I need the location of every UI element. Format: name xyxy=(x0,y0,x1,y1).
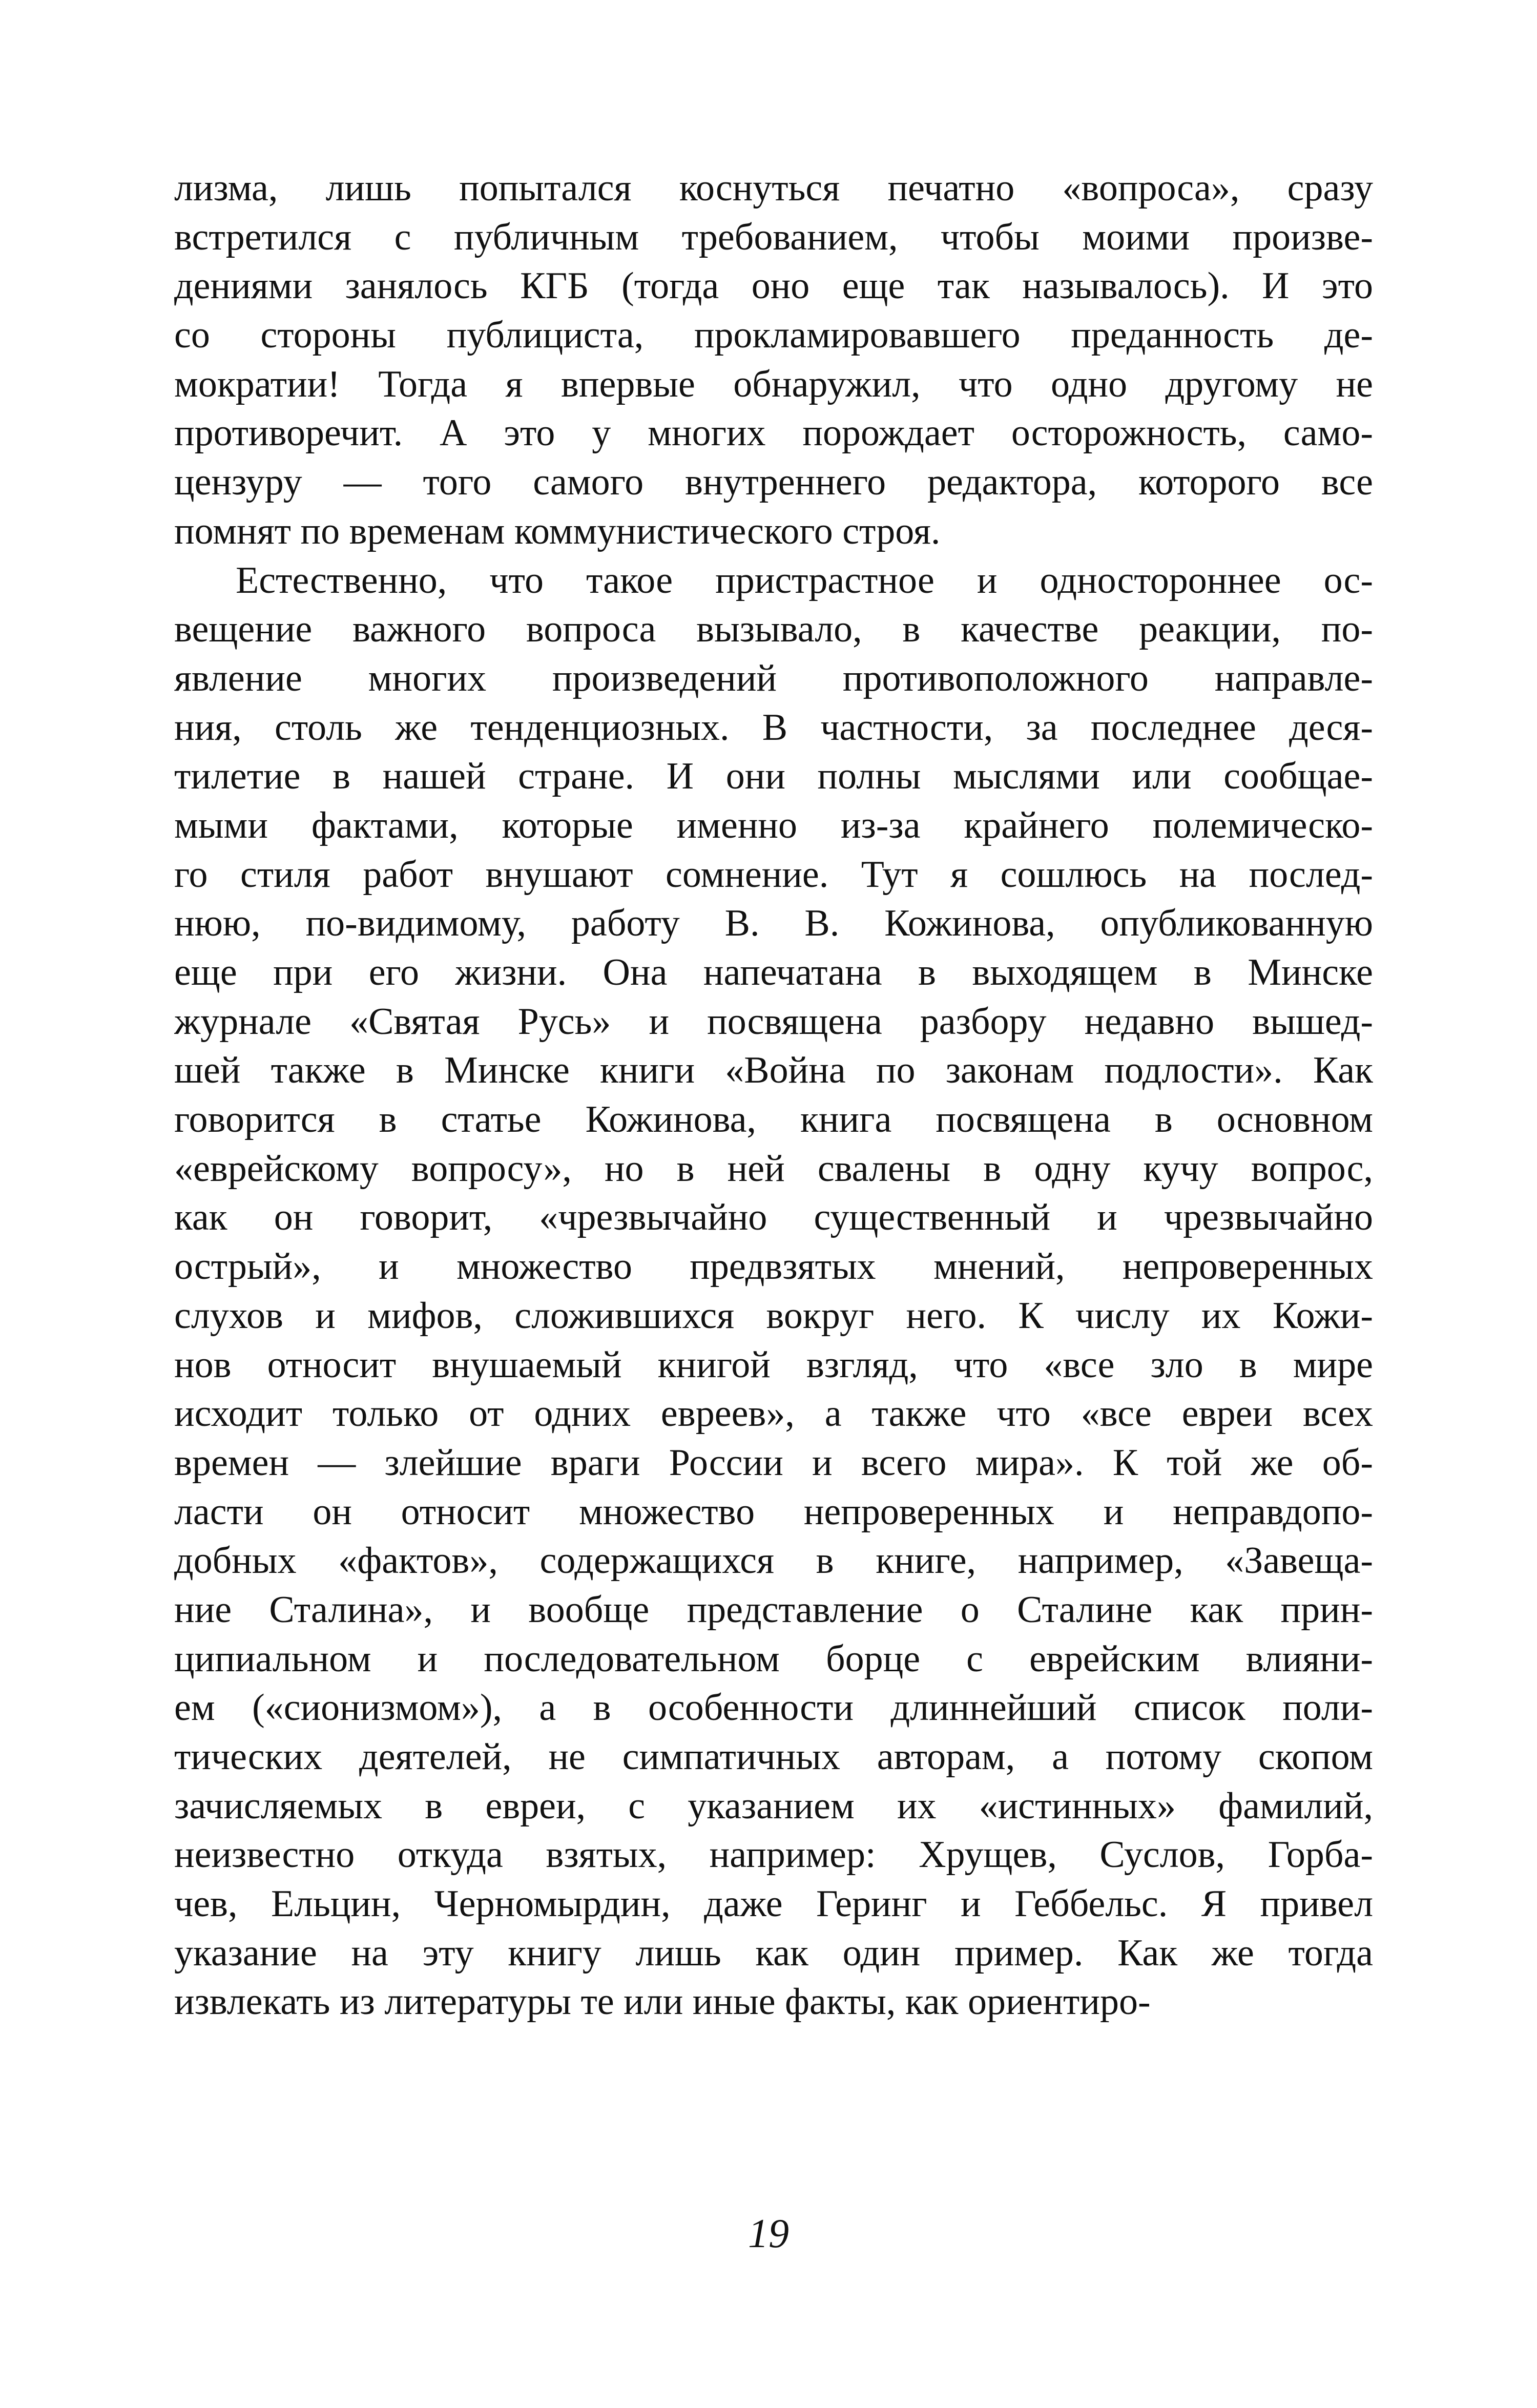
text-line: нюю, по-видимому, работу В. В. Кожинова, опубликованную xyxy=(174,902,1373,945)
text-line: говорится в статье Кожинова, книга посвящена в основном xyxy=(174,1098,1373,1141)
text-line: «еврейскому вопросу», но в ней свалены в одну кучу вопрос, xyxy=(174,1147,1373,1190)
text-line: ние Сталина», и вообще представление о Сталине как прин- xyxy=(174,1588,1373,1631)
text-line: еще при его жизни. Она напечатана в выходящем в Минске xyxy=(174,951,1373,993)
text-line: ципиальном и последовательном борце с еврейским влияни- xyxy=(174,1637,1373,1680)
text-line: мократии! Тогда я впервые обнаружил, что одно другому не xyxy=(174,363,1373,405)
paragraph-1 xyxy=(174,164,1373,556)
text-line: мыми фактами, которые именно из-за крайнего полемическо- xyxy=(174,804,1373,846)
text-line: слухов и мифов, сложившихся вокруг него. К числу их Кожи- xyxy=(174,1294,1373,1337)
text-line: противоречит. А это у многих порождает осторожность, само- xyxy=(174,412,1373,454)
text-line: острый», и множество предвзятых мнений, непроверенных xyxy=(174,1245,1373,1288)
body-text xyxy=(174,164,1373,2027)
text-line: неизвестно откуда взятых, например: Хрущев, Суслов, Горба- xyxy=(174,1834,1373,1876)
text-line: Естественно, что такое пристрастное и одностороннее ос- xyxy=(236,559,1373,601)
text-line: нов относит внушаемый книгой взгляд, что «все зло в мире xyxy=(174,1343,1373,1386)
paragraph-2 xyxy=(174,556,1373,2027)
text-line: исходит только от одних евреев», а также что «все евреи всех xyxy=(174,1393,1373,1435)
text-line: встретился с публичным требованием, чтобы моими произве- xyxy=(174,216,1373,258)
text-line: чев, Ельцин, Черномырдин, даже Геринг и Геббельс. Я привел xyxy=(174,1883,1373,1925)
text-line: журнале «Святая Русь» и посвящена разбору недавно вышед- xyxy=(174,1000,1373,1043)
text-line: ласти он относит множество непроверенных и неправдопо- xyxy=(174,1490,1373,1533)
text-line: тилетие в нашей стране. И они полны мыслями или сообщае- xyxy=(174,755,1373,798)
text-line: извлекать из литературы те или иные факты, как ориентиро- xyxy=(174,1981,1151,2023)
text-line: времен — злейшие враги России и всего мира». К той же об- xyxy=(174,1441,1373,1484)
text-line: дениями занялось КГБ (тогда оно еще так называлось). И это xyxy=(174,265,1373,307)
text-line: зачисляемых в евреи, с указанием их «истинных» фамилий, xyxy=(174,1784,1373,1827)
text-line: помнят по временам коммунистического строя. xyxy=(174,510,941,552)
text-line: шей также в Минске книги «Война по законам подлости». Как xyxy=(174,1049,1373,1092)
text-line: го стиля работ внушают сомнение. Тут я сошлюсь на послед- xyxy=(174,853,1373,896)
text-line: лизма, лишь попытался коснуться печатно «вопроса», сразу xyxy=(174,167,1373,209)
text-line: со стороны публициста, прокламировавшего преданность де- xyxy=(174,314,1373,357)
text-line: добных «фактов», содержащихся в книге, например, «Завеща- xyxy=(174,1540,1373,1582)
text-line: указание на эту книгу лишь как один пример. Как же тогда xyxy=(174,1932,1373,1974)
text-line: вещение важного вопроса вызывало, в качестве реакции, по- xyxy=(174,608,1373,651)
text-line: тических деятелей, не симпатичных авторам, а потому скопом xyxy=(174,1736,1373,1778)
text-line: ния, столь же тенденциозных. В частности, за последнее деся- xyxy=(174,706,1373,749)
text-line: как он говорит, «чрезвычайно существенный и чрезвычайно xyxy=(174,1196,1373,1239)
text-line: цензуру — того самого внутреннего редактора, которого все xyxy=(174,461,1373,504)
text-line: ем («сионизмом»), а в особенности длиннейший список поли- xyxy=(174,1687,1373,1729)
page-number: 19 xyxy=(748,2211,789,2256)
text-line: явление многих произведений противоположного направле- xyxy=(174,657,1373,699)
